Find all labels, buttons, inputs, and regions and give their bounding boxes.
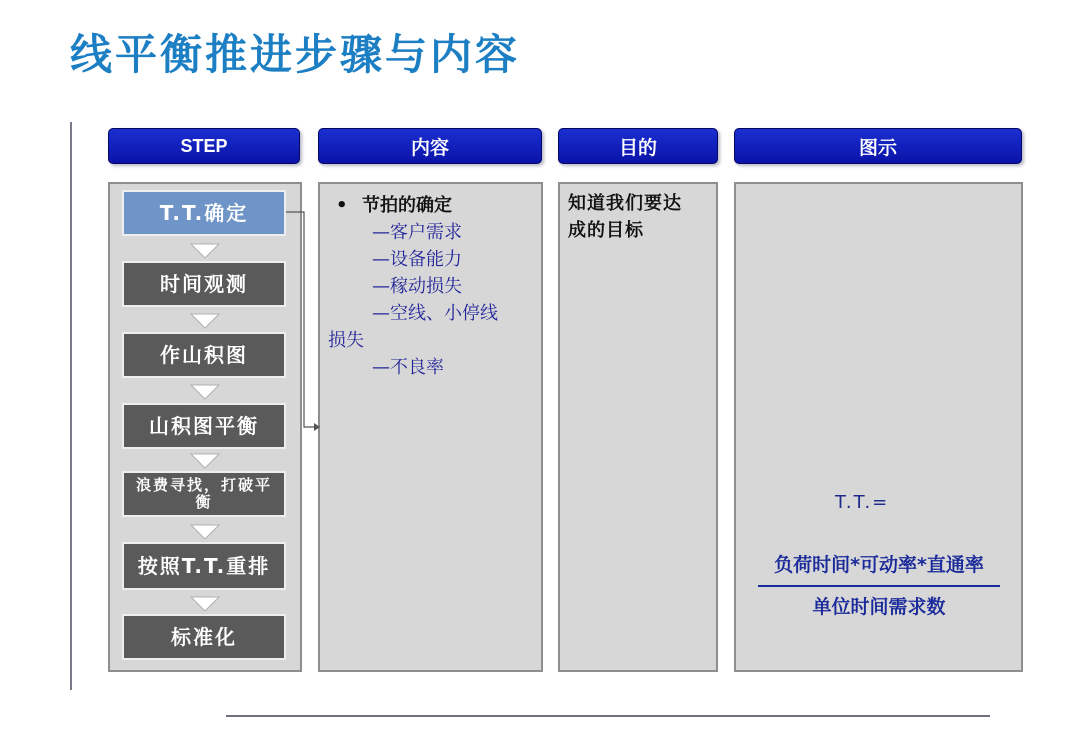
content-heading-row <box>328 192 538 219</box>
down-arrow-icon <box>190 596 220 612</box>
left-divider <box>70 122 72 690</box>
purpose-line: 知道我们要达 <box>568 193 682 214</box>
formula-label: T.T.= <box>835 492 890 513</box>
header-purpose: 目的 <box>558 128 718 164</box>
down-arrow-icon <box>190 524 220 540</box>
formula-numerator: 负荷时间*可动率*直通率 <box>758 550 1000 587</box>
down-arrow-icon <box>190 243 220 259</box>
purpose-line: 成的目标 <box>568 220 644 241</box>
step-box-waste: 浪费寻找，打破平衡 <box>122 471 286 517</box>
purpose-panel <box>558 182 718 672</box>
down-arrow-icon <box>190 313 220 329</box>
content-item: —空线、小停线 <box>372 303 498 324</box>
content-text <box>328 192 538 381</box>
down-arrow-icon <box>190 384 220 400</box>
step-box-tt: T.T.确定 <box>122 190 286 236</box>
content-item: —稼动损失 <box>372 276 462 297</box>
step-box-yamazumi-balance: 山积图平衡 <box>122 403 286 449</box>
bottom-divider <box>226 715 990 717</box>
content-heading: 节拍的确定 <box>362 195 452 216</box>
page-title: 线平衡推进步骤与内容 <box>70 30 521 79</box>
content-item: —设备能力 <box>372 249 462 270</box>
step-box-time-observation: 时间观测 <box>122 261 286 307</box>
down-arrow-icon <box>190 453 220 469</box>
step-box-yamazumi: 作山积图 <box>122 332 286 378</box>
content-item: —不良率 <box>372 357 444 378</box>
header-figure: 图示 <box>734 128 1022 164</box>
bullet-icon: • <box>336 195 348 216</box>
content-item-wrap: 损失 <box>328 330 364 351</box>
step-box-standardize: 标准化 <box>122 614 286 660</box>
content-item: —客户需求 <box>372 222 462 243</box>
step-box-rearrange: 按照T.T.重排 <box>122 542 286 590</box>
header-content: 内容 <box>318 128 542 164</box>
header-step: STEP <box>108 128 300 164</box>
connector-line <box>284 205 324 435</box>
purpose-text <box>568 190 708 244</box>
formula-denominator: 单位时间需求数 <box>812 596 946 618</box>
